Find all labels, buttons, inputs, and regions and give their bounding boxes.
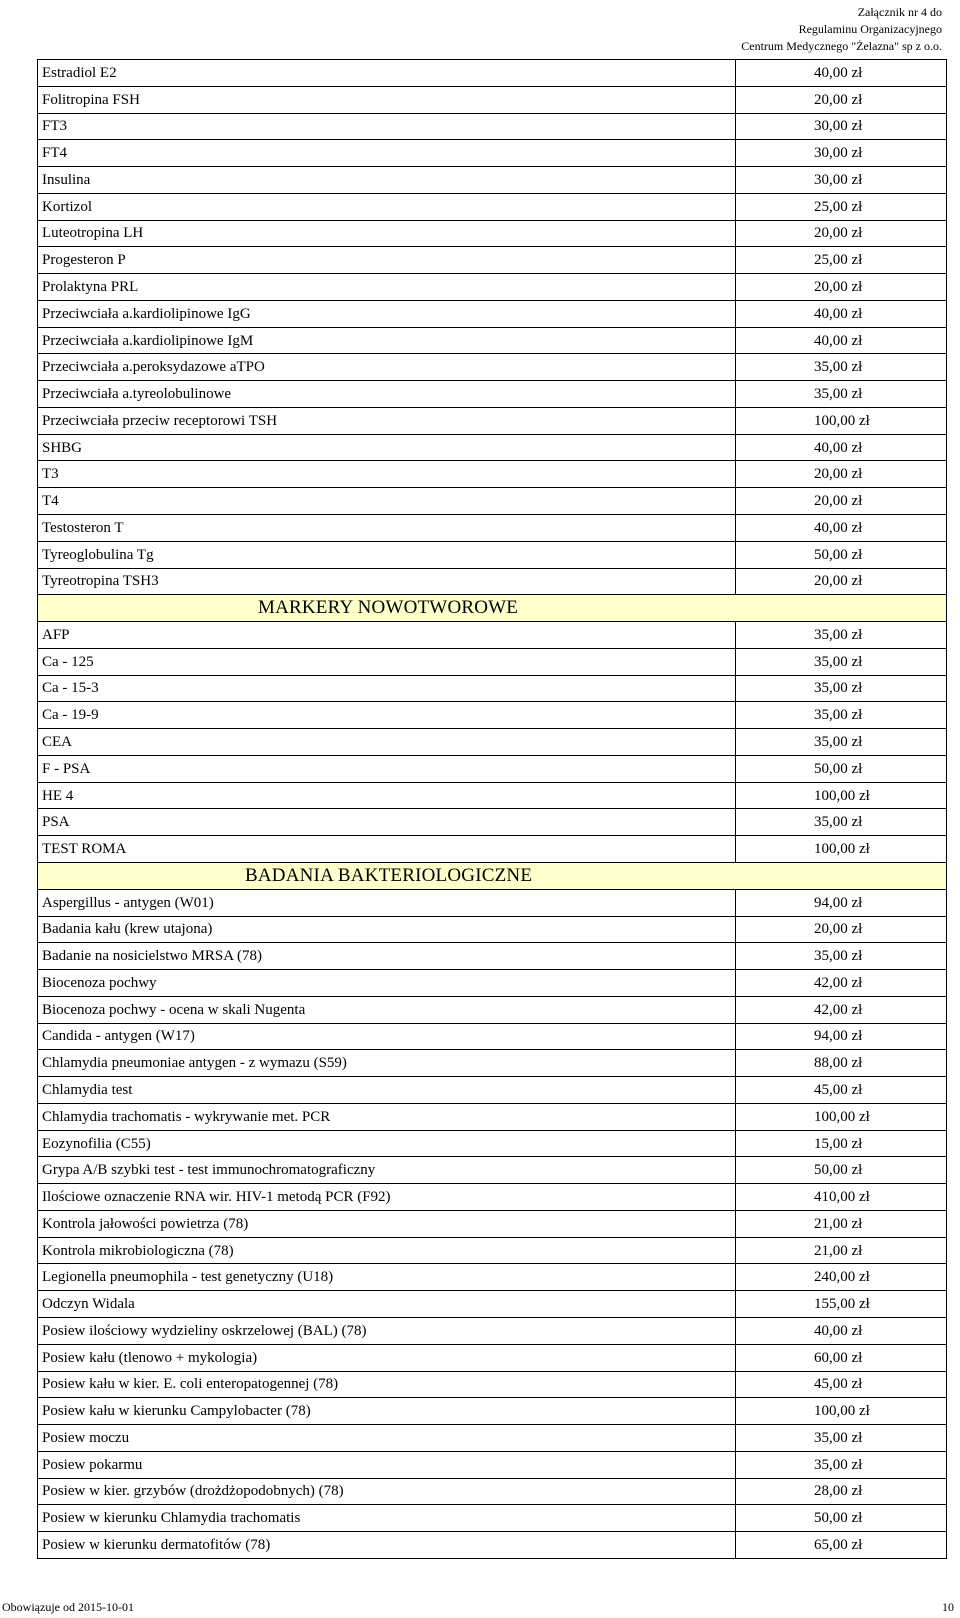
- table-row: [38, 60, 947, 87]
- test-name: Candida - antygen (W17): [38, 1023, 736, 1050]
- table-row: [38, 1050, 947, 1077]
- test-price: 65,00 zł: [736, 1532, 947, 1559]
- test-price: 35,00 zł: [736, 943, 947, 970]
- table-row: [38, 1237, 947, 1264]
- test-price: 100,00 zł: [736, 782, 947, 809]
- test-price: 42,00 zł: [736, 996, 947, 1023]
- test-name: Ca - 15-3: [38, 675, 736, 702]
- page-number: 10: [942, 1600, 954, 1614]
- table-row: [38, 220, 947, 247]
- test-price: 50,00 zł: [736, 541, 947, 568]
- test-price: 35,00 zł: [736, 675, 947, 702]
- table-row: [38, 1077, 947, 1104]
- test-name: Posiew kału (tlenowo + mykologia): [38, 1344, 736, 1371]
- test-price: 35,00 zł: [736, 809, 947, 836]
- table-row: [38, 1451, 947, 1478]
- test-price: 155,00 zł: [736, 1291, 947, 1318]
- test-name: FT4: [38, 140, 736, 167]
- table-row: [38, 1478, 947, 1505]
- table-row: [38, 1130, 947, 1157]
- test-name: Posiew pokarmu: [38, 1451, 736, 1478]
- table-row: [38, 488, 947, 515]
- test-price: 30,00 zł: [736, 113, 947, 140]
- test-price: 410,00 zł: [736, 1184, 947, 1211]
- section-title: MARKERY NOWOTWOROWE: [258, 597, 519, 619]
- test-name: F - PSA: [38, 755, 736, 782]
- test-price: 40,00 zł: [736, 515, 947, 542]
- table-row: [38, 729, 947, 756]
- test-name: Biocenoza pochwy - ocena w skali Nugenta: [38, 996, 736, 1023]
- table-row: [38, 782, 947, 809]
- test-price: 100,00 zł: [736, 1103, 947, 1130]
- test-price: 25,00 zł: [736, 193, 947, 220]
- test-name: Estradiol E2: [38, 60, 736, 87]
- test-name: Testosteron T: [38, 515, 736, 542]
- test-price: 20,00 zł: [736, 488, 947, 515]
- test-price: 40,00 zł: [736, 327, 947, 354]
- price-table: [37, 59, 947, 1559]
- test-price: 40,00 zł: [736, 300, 947, 327]
- table-row: [38, 1532, 947, 1559]
- test-name: Tyreoglobulina Tg: [38, 541, 736, 568]
- test-name: FT3: [38, 113, 736, 140]
- table-row: [38, 1210, 947, 1237]
- test-price: 50,00 zł: [736, 1157, 947, 1184]
- test-name: Eozynofilia (C55): [38, 1130, 736, 1157]
- test-name: Posiew moczu: [38, 1425, 736, 1452]
- section-header-cell: [38, 862, 947, 889]
- table-row: [38, 354, 947, 381]
- test-name: Folitropina FSH: [38, 86, 736, 113]
- table-row: [38, 1317, 947, 1344]
- table-row: [38, 1371, 947, 1398]
- table-row: [38, 247, 947, 274]
- test-name: AFP: [38, 622, 736, 649]
- test-price: 35,00 zł: [736, 729, 947, 756]
- table-row: [38, 300, 947, 327]
- test-price: 20,00 zł: [736, 916, 947, 943]
- test-price: 30,00 zł: [736, 140, 947, 167]
- test-price: 28,00 zł: [736, 1478, 947, 1505]
- test-name: Ilościowe oznaczenie RNA wir. HIV-1 metodą PCR (F92): [38, 1184, 736, 1211]
- test-price: 20,00 zł: [736, 86, 947, 113]
- test-name: Badanie na nosicielstwo MRSA (78): [38, 943, 736, 970]
- test-price: 50,00 zł: [736, 755, 947, 782]
- test-name: Odczyn Widala: [38, 1291, 736, 1318]
- test-price: 30,00 zł: [736, 167, 947, 194]
- test-name: Kortizol: [38, 193, 736, 220]
- test-price: 100,00 zł: [736, 407, 947, 434]
- test-name: Luteotropina LH: [38, 220, 736, 247]
- table-row: [38, 809, 947, 836]
- test-name: Posiew w kier. grzybów (drożdżopodobnych) (78): [38, 1478, 736, 1505]
- test-price: 45,00 zł: [736, 1371, 947, 1398]
- test-name: Przeciwciała przeciw receptorowi TSH: [38, 407, 736, 434]
- test-name: Przeciwciała a.peroksydazowe aTPO: [38, 354, 736, 381]
- test-name: Przeciwciała a.kardiolipinowe IgM: [38, 327, 736, 354]
- test-name: Posiew w kierunku dermatofitów (78): [38, 1532, 736, 1559]
- table-row: [38, 1264, 947, 1291]
- test-price: 21,00 zł: [736, 1237, 947, 1264]
- price-table-body: [38, 60, 947, 1559]
- test-name: Badania kału (krew utajona): [38, 916, 736, 943]
- table-row: [38, 568, 947, 595]
- table-row: [38, 274, 947, 301]
- test-name: Progesteron P: [38, 247, 736, 274]
- test-name: T4: [38, 488, 736, 515]
- section-header-row: [38, 595, 947, 622]
- test-price: 35,00 zł: [736, 648, 947, 675]
- table-row: [38, 515, 947, 542]
- table-row: [38, 113, 947, 140]
- test-price: 21,00 zł: [736, 1210, 947, 1237]
- test-price: 240,00 zł: [736, 1264, 947, 1291]
- test-price: 25,00 zł: [736, 247, 947, 274]
- test-name: Legionella pneumophila - test genetyczny (U18): [38, 1264, 736, 1291]
- test-price: 40,00 zł: [736, 434, 947, 461]
- test-price: 35,00 zł: [736, 622, 947, 649]
- table-row: [38, 541, 947, 568]
- section-header-row: [38, 862, 947, 889]
- test-price: 45,00 zł: [736, 1077, 947, 1104]
- test-name: Chlamydia pneumoniae antygen - z wymazu (S59): [38, 1050, 736, 1077]
- table-row: [38, 943, 947, 970]
- test-name: Insulina: [38, 167, 736, 194]
- test-name: Aspergillus - antygen (W01): [38, 889, 736, 916]
- test-price: 35,00 zł: [736, 1451, 947, 1478]
- table-row: [38, 702, 947, 729]
- test-price: 35,00 zł: [736, 702, 947, 729]
- test-name: Chlamydia test: [38, 1077, 736, 1104]
- test-price: 94,00 zł: [736, 889, 947, 916]
- test-name: SHBG: [38, 434, 736, 461]
- header-line: Załącznik nr 4 do: [857, 5, 942, 19]
- test-name: Posiew ilościowy wydzieliny oskrzelowej (BAL) (78): [38, 1317, 736, 1344]
- test-name: Biocenoza pochwy: [38, 970, 736, 997]
- test-price: 35,00 zł: [736, 381, 947, 408]
- test-name: TEST ROMA: [38, 836, 736, 863]
- header-line: Regulaminu Organizacyjnego: [798, 22, 942, 36]
- table-row: [38, 407, 947, 434]
- test-price: 40,00 zł: [736, 1317, 947, 1344]
- table-row: [38, 675, 947, 702]
- table-row: [38, 836, 947, 863]
- test-name: CEA: [38, 729, 736, 756]
- table-row: [38, 140, 947, 167]
- section-header-cell: [38, 595, 947, 622]
- test-name: Kontrola jałowości powietrza (78): [38, 1210, 736, 1237]
- table-row: [38, 970, 947, 997]
- test-name: Grypa A/B szybki test - test immunochromatograficzny: [38, 1157, 736, 1184]
- table-row: [38, 648, 947, 675]
- test-name: Prolaktyna PRL: [38, 274, 736, 301]
- test-price: 15,00 zł: [736, 1130, 947, 1157]
- test-name: T3: [38, 461, 736, 488]
- test-price: 20,00 zł: [736, 274, 947, 301]
- test-name: HE 4: [38, 782, 736, 809]
- test-name: Posiew w kierunku Chlamydia trachomatis: [38, 1505, 736, 1532]
- table-row: [38, 1184, 947, 1211]
- table-row: [38, 434, 947, 461]
- table-row: [38, 622, 947, 649]
- table-row: [38, 1291, 947, 1318]
- test-price: 35,00 zł: [736, 354, 947, 381]
- table-row: [38, 889, 947, 916]
- test-price: 100,00 zł: [736, 836, 947, 863]
- table-row: [38, 755, 947, 782]
- test-name: Przeciwciała a.tyreolobulinowe: [38, 381, 736, 408]
- test-price: 50,00 zł: [736, 1505, 947, 1532]
- test-price: 42,00 zł: [736, 970, 947, 997]
- test-price: 88,00 zł: [736, 1050, 947, 1077]
- table-row: [38, 193, 947, 220]
- test-price: 60,00 zł: [736, 1344, 947, 1371]
- effective-date: Obowiązuje od 2015-10-01: [2, 1600, 134, 1614]
- header-line: Centrum Medycznego "Żelazna" sp z o.o.: [741, 39, 942, 53]
- table-row: [38, 381, 947, 408]
- table-row: [38, 1425, 947, 1452]
- test-name: Ca - 19-9: [38, 702, 736, 729]
- test-name: Przeciwciała a.kardiolipinowe IgG: [38, 300, 736, 327]
- table-row: [38, 167, 947, 194]
- test-name: Chlamydia trachomatis - wykrywanie met. PCR: [38, 1103, 736, 1130]
- test-name: Ca - 125: [38, 648, 736, 675]
- section-title: BADANIA BAKTERIOLOGICZNE: [245, 864, 533, 886]
- test-price: 20,00 zł: [736, 461, 947, 488]
- test-price: 20,00 zł: [736, 568, 947, 595]
- test-price: 40,00 zł: [736, 60, 947, 87]
- table-row: [38, 1157, 947, 1184]
- document-header: [741, 4, 942, 55]
- table-row: [38, 1505, 947, 1532]
- test-name: PSA: [38, 809, 736, 836]
- table-row: [38, 1344, 947, 1371]
- test-name: Kontrola mikrobiologiczna (78): [38, 1237, 736, 1264]
- test-price: 20,00 zł: [736, 220, 947, 247]
- table-row: [38, 916, 947, 943]
- table-row: [38, 461, 947, 488]
- table-row: [38, 327, 947, 354]
- table-row: [38, 996, 947, 1023]
- test-price: 35,00 zł: [736, 1425, 947, 1452]
- test-price: 94,00 zł: [736, 1023, 947, 1050]
- table-row: [38, 1023, 947, 1050]
- table-row: [38, 1398, 947, 1425]
- test-name: Posiew kału w kierunku Campylobacter (78): [38, 1398, 736, 1425]
- test-name: Posiew kału w kier. E. coli enteropatogennej (78): [38, 1371, 736, 1398]
- test-name: Tyreotropina TSH3: [38, 568, 736, 595]
- test-price: 100,00 zł: [736, 1398, 947, 1425]
- table-row: [38, 1103, 947, 1130]
- table-row: [38, 86, 947, 113]
